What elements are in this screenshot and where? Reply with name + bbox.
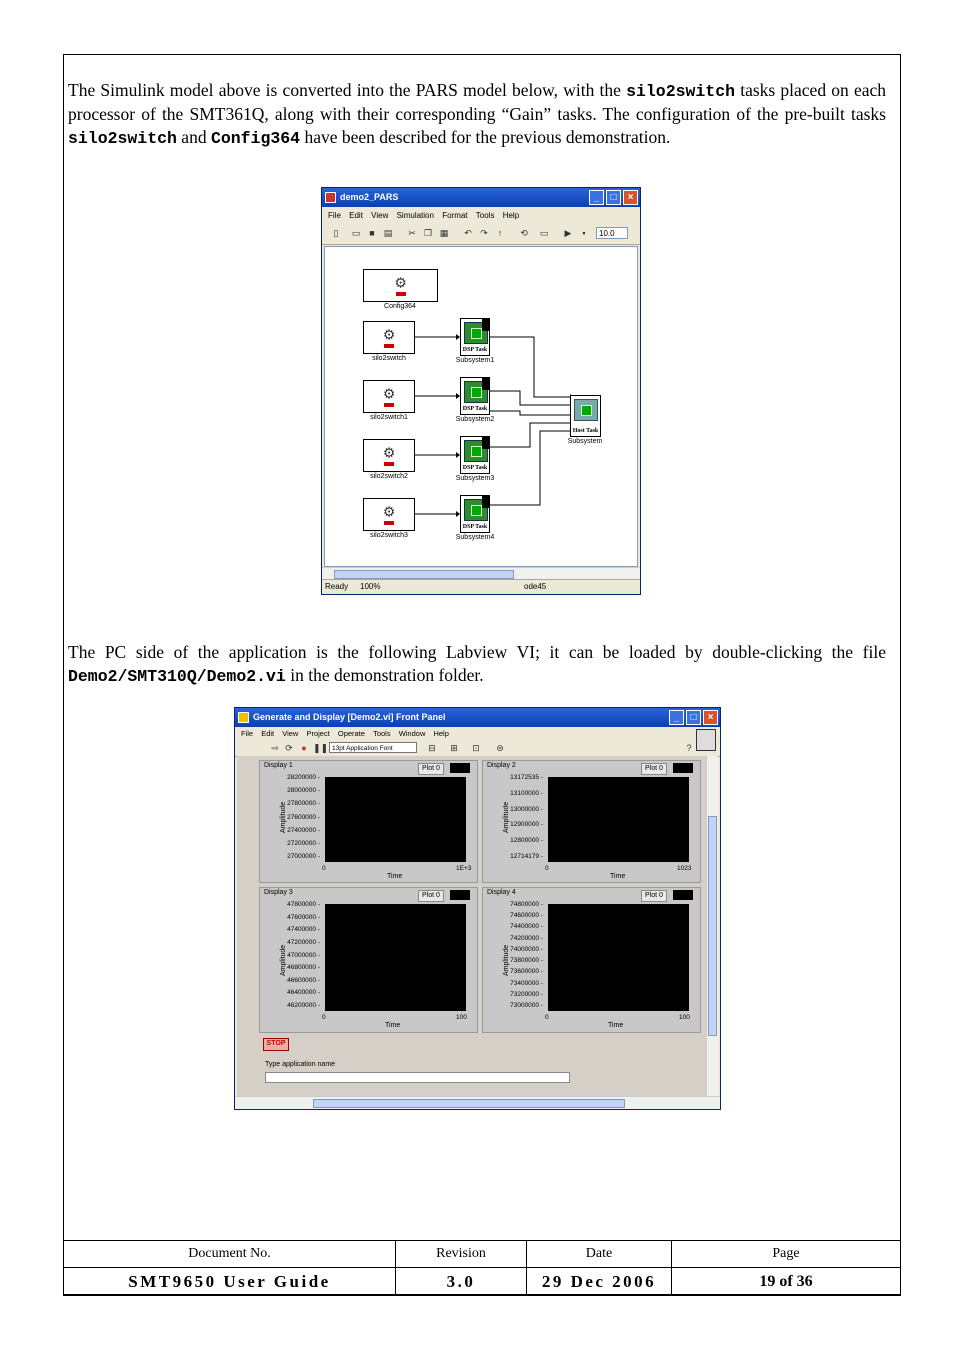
save-icon[interactable]: ■ — [369, 228, 375, 238]
graph-title: Display 4 — [487, 889, 516, 896]
x-min: 0 — [322, 865, 326, 872]
switch-icon: ⚙ — [382, 326, 396, 343]
plot-area[interactable] — [325, 777, 466, 862]
code-config364: Config364 — [210, 129, 301, 148]
menu-file[interactable]: File — [328, 211, 341, 220]
x-min: 0 — [545, 1014, 549, 1021]
stop-button[interactable]: STOP — [263, 1038, 289, 1051]
build-icon[interactable]: ▭ — [539, 228, 549, 238]
dsp-task-2[interactable] — [460, 377, 490, 415]
window-title: Generate and Display [Demo2.vi] Front Panel — [253, 712, 446, 722]
block-label: Subsystem — [567, 438, 603, 445]
menu-bar — [322, 209, 640, 222]
graph-title: Display 2 — [487, 762, 516, 769]
reorder-icon[interactable]: ⊜ — [496, 743, 504, 753]
footer-table — [63, 1240, 901, 1296]
x-max: 100 — [456, 1014, 467, 1021]
x-max: 1023 — [677, 865, 692, 872]
y-tick-label: 73000000 - — [510, 1002, 543, 1009]
silo2switch-block[interactable] — [363, 321, 415, 354]
y-tick-label: 27200000 - — [287, 839, 320, 847]
config-icon: ⚙ — [394, 274, 407, 291]
app-name-label: Type application name — [265, 1061, 336, 1068]
block-label: Config364 — [384, 303, 416, 310]
dsp-label: DSP Task — [462, 465, 488, 471]
menu-bar — [235, 727, 720, 740]
menu-edit[interactable]: Edit — [349, 211, 363, 220]
y-tick-label: 46600000 - — [287, 976, 320, 984]
dsp-label: DSP Task — [462, 347, 488, 353]
corner-mark — [482, 496, 489, 508]
menu-simulation[interactable]: Simulation — [396, 211, 434, 220]
block-label: Subsystem2 — [455, 416, 495, 423]
marker-icon — [384, 403, 394, 407]
plot-legend[interactable]: Plot 0 — [641, 890, 667, 902]
display-1-graph — [259, 760, 478, 883]
paragraph-labview — [68, 641, 886, 688]
dsp-task-3[interactable] — [460, 436, 490, 474]
plot-style-icon[interactable] — [450, 890, 470, 900]
maximize-icon[interactable]: □ — [606, 190, 621, 205]
x-max: 1E+3 — [456, 865, 472, 872]
vertical-scrollbar[interactable] — [706, 756, 718, 1096]
stop-icon[interactable]: ▪ — [582, 228, 586, 238]
marker-icon — [384, 462, 394, 466]
new-icon[interactable]: ▯ — [333, 228, 339, 238]
corner-mark — [482, 319, 489, 331]
y-tick-label: 46400000 - — [287, 989, 320, 997]
y-axis-label: Amplitude — [280, 944, 287, 976]
model-canvas[interactable] — [324, 246, 638, 567]
simulink-icon — [325, 192, 336, 203]
plot-style-icon[interactable] — [673, 763, 693, 773]
y-tick-label: 27000000 - — [287, 853, 320, 860]
status-solver: ode45 — [524, 582, 547, 591]
run-icon[interactable]: ⇨ — [271, 743, 279, 753]
window-title: demo2_PARS — [340, 192, 399, 202]
scroll-thumb[interactable] — [334, 570, 514, 579]
block-label: silo2switch3 — [370, 532, 408, 539]
paragraph-intro — [68, 79, 886, 150]
close-icon[interactable]: × — [623, 190, 638, 205]
sim-time-input[interactable]: 10.0 — [596, 227, 628, 239]
title-bar — [322, 188, 640, 207]
revision-value: 3.0 — [396, 1268, 527, 1296]
y-tick-label: 12900000 - — [510, 821, 543, 829]
up-icon[interactable]: ↑ — [497, 228, 503, 238]
resize-icon[interactable]: ⊡ — [472, 743, 480, 753]
plot-legend[interactable]: Plot 0 — [418, 763, 444, 775]
pause-icon[interactable]: ❚❚ — [313, 743, 329, 753]
y-tick-label: 28200000 - — [287, 774, 320, 781]
y-tick-label: 74000000 - — [510, 945, 543, 953]
plot-style-icon[interactable] — [450, 763, 470, 773]
open-icon[interactable]: ▭ — [351, 228, 361, 238]
distribute-icon[interactable]: ⊞ — [450, 743, 458, 753]
cut-icon[interactable]: ✂ — [408, 228, 416, 238]
align-icon[interactable]: ⊟ — [428, 743, 436, 753]
y-tick-label: 73200000 - — [510, 990, 543, 998]
graph-title: Display 1 — [264, 762, 293, 769]
y-tick-label: 47200000 - — [287, 938, 320, 946]
silo2switch3-block[interactable] — [363, 498, 415, 531]
menu-help[interactable]: Help — [502, 211, 520, 220]
code-silo2switch: silo2switch — [626, 82, 736, 101]
silo2switch2-block[interactable] — [363, 439, 415, 472]
graph-title: Display 3 — [264, 889, 293, 896]
text: The Simulink model above is converted into the PARS model below, with the — [68, 80, 627, 100]
block-label: silo2switch1 — [370, 414, 408, 421]
menu-help[interactable]: Help — [433, 729, 449, 738]
text: in the demonstration folder. — [285, 665, 484, 685]
page-value: 19 of 36 — [672, 1268, 901, 1296]
menu-window[interactable]: Window — [398, 729, 426, 738]
plot-style-icon[interactable] — [673, 890, 693, 900]
y-tick-label: 47800000 - — [287, 901, 320, 908]
menu-view[interactable]: View — [371, 211, 389, 220]
y-tick-label: 74600000 - — [510, 912, 543, 920]
y-tick-label: 73600000 - — [510, 968, 543, 976]
doc-no-label: Document No. — [64, 1241, 396, 1268]
page-label: Page — [672, 1241, 901, 1268]
status-ready: Ready — [325, 582, 349, 591]
help-icon[interactable]: ? — [686, 743, 692, 753]
dsp-task-1[interactable] — [460, 318, 490, 356]
print-icon[interactable]: ▤ — [383, 228, 393, 238]
y-axis-label: Amplitude — [280, 801, 287, 833]
menu-file[interactable]: File — [241, 729, 254, 738]
y-tick-label: 74800000 - — [510, 901, 543, 908]
scroll-thumb[interactable] — [313, 1099, 625, 1108]
host-task-block[interactable] — [570, 395, 601, 437]
y-tick-label: 13100000 - — [510, 789, 543, 797]
app-name-input[interactable] — [265, 1072, 570, 1083]
y-tick-label: 13000000 - — [510, 805, 543, 813]
toolbar — [322, 224, 640, 245]
y-tick-label: 28000000 - — [287, 787, 320, 795]
x-axis-label: Time — [608, 1022, 624, 1029]
undo-icon[interactable]: ↶ — [464, 228, 472, 238]
menu-tools[interactable]: Tools — [475, 211, 495, 220]
y-axis-label: Amplitude — [503, 801, 510, 833]
block-label: silo2switch — [372, 355, 406, 362]
y-tick-label: 12800000 - — [510, 837, 543, 845]
y-tick-label: 47400000 - — [287, 926, 320, 934]
redo-icon[interactable]: ↷ — [480, 228, 488, 238]
text: tasks placed on each processor of the SMT361Q, along with their corresponding “Gain” tasks. The configuration of the pre-built tasks — [68, 80, 887, 124]
close-icon[interactable]: × — [703, 710, 718, 725]
plot-area[interactable] — [548, 904, 689, 1011]
y-tick-label: 47600000 - — [287, 913, 320, 921]
refresh-icon[interactable]: ⟲ — [520, 228, 528, 238]
x-max: 100 — [679, 1014, 690, 1021]
block-label: Subsystem1 — [455, 357, 495, 364]
y-tick-label: 73800000 - — [510, 957, 543, 965]
x-axis-label: Time — [385, 1022, 401, 1029]
abort-icon[interactable]: ● — [301, 743, 307, 753]
y-axis-label: Amplitude — [503, 944, 510, 976]
menu-view[interactable]: View — [282, 729, 299, 738]
vi-icon — [696, 729, 716, 751]
status-bar — [322, 579, 640, 594]
dsp-label: DSP Task — [462, 524, 488, 530]
switch-icon: ⚙ — [382, 503, 396, 520]
plot-legend[interactable]: Plot 0 — [418, 890, 444, 902]
copy-icon[interactable]: ❐ — [423, 228, 433, 238]
switch-icon: ⚙ — [382, 444, 396, 461]
silo2switch1-block[interactable] — [363, 380, 415, 413]
host-label: Host Task — [572, 428, 599, 434]
x-min: 0 — [322, 1014, 326, 1021]
display-2-graph — [482, 760, 701, 883]
front-panel — [237, 756, 706, 1096]
run-continuous-icon[interactable]: ⟳ — [285, 743, 293, 753]
code-vi-path: Demo2/SMT310Q/Demo2.vi — [68, 667, 286, 686]
corner-mark — [482, 437, 489, 449]
minimize-icon[interactable]: _ — [669, 710, 684, 725]
menu-operate[interactable]: Operate — [337, 729, 365, 738]
y-tick-label: 74200000 - — [510, 934, 543, 942]
config364-block[interactable] — [363, 269, 438, 302]
labview-icon — [238, 712, 249, 723]
block-label: Subsystem3 — [455, 475, 495, 482]
corner-mark — [482, 378, 489, 390]
menu-tools[interactable]: Tools — [373, 729, 391, 738]
horizontal-scrollbar[interactable] — [235, 1096, 720, 1110]
pars-model-window — [321, 187, 641, 595]
y-tick-label: 46800000 - — [287, 964, 320, 972]
menu-format[interactable]: Format — [442, 211, 468, 220]
y-tick-label: 27400000 - — [287, 826, 320, 834]
text: The PC side of the application is the following Labview VI; it can be loaded by double-clicking the file — [68, 642, 886, 662]
title-bar — [235, 708, 720, 727]
switch-icon: ⚙ — [382, 385, 396, 402]
code-silo2switch: silo2switch — [68, 129, 177, 148]
y-tick-label: 13172535 - — [510, 774, 543, 781]
y-tick-label: 74400000 - — [510, 923, 543, 931]
labview-front-panel-window — [234, 707, 721, 1110]
y-tick-label: 47000000 - — [287, 951, 320, 959]
y-tick-label: 27600000 - — [287, 813, 320, 821]
block-label: Subsystem4 — [455, 534, 495, 541]
display-4-graph — [482, 887, 701, 1033]
plot-area[interactable] — [325, 904, 466, 1011]
x-min: 0 — [545, 865, 549, 872]
block-label: silo2switch2 — [370, 473, 408, 480]
revision-label: Revision — [396, 1241, 527, 1268]
menu-edit[interactable]: Edit — [261, 729, 275, 738]
doc-no-value: SMT9650 User Guide — [64, 1268, 396, 1296]
marker-icon — [384, 344, 394, 348]
y-tick-label: 46200000 - — [287, 1002, 320, 1009]
y-tick-label: 73400000 - — [510, 979, 543, 987]
status-zoom: 100% — [360, 582, 381, 591]
text: have been described for the previous demonstration. — [300, 127, 671, 147]
play-icon[interactable]: ▶ — [564, 228, 572, 238]
minimize-icon[interactable]: _ — [589, 190, 604, 205]
marker-icon — [396, 292, 406, 296]
text: and — [176, 127, 211, 147]
paste-icon[interactable]: ▦ — [439, 228, 449, 238]
dsp-label: DSP Task — [462, 406, 488, 412]
y-tick-label: 12714179 - — [510, 853, 543, 860]
menu-project[interactable]: Project — [306, 729, 330, 738]
y-tick-label: 27800000 - — [287, 800, 320, 808]
font-select[interactable]: 13pt Application Font — [329, 742, 417, 753]
display-3-graph — [259, 887, 478, 1033]
x-axis-label: Time — [610, 873, 626, 880]
date-label: Date — [527, 1241, 672, 1268]
computer-icon — [574, 399, 598, 421]
marker-icon — [384, 521, 394, 525]
date-value: 29 Dec 2006 — [527, 1268, 672, 1296]
plot-legend[interactable]: Plot 0 — [641, 763, 667, 775]
scroll-thumb[interactable] — [708, 816, 717, 1036]
maximize-icon[interactable]: □ — [686, 710, 701, 725]
toolbar — [235, 740, 720, 757]
x-axis-label: Time — [387, 873, 403, 880]
plot-area[interactable] — [548, 777, 689, 862]
dsp-task-4[interactable] — [460, 495, 490, 533]
